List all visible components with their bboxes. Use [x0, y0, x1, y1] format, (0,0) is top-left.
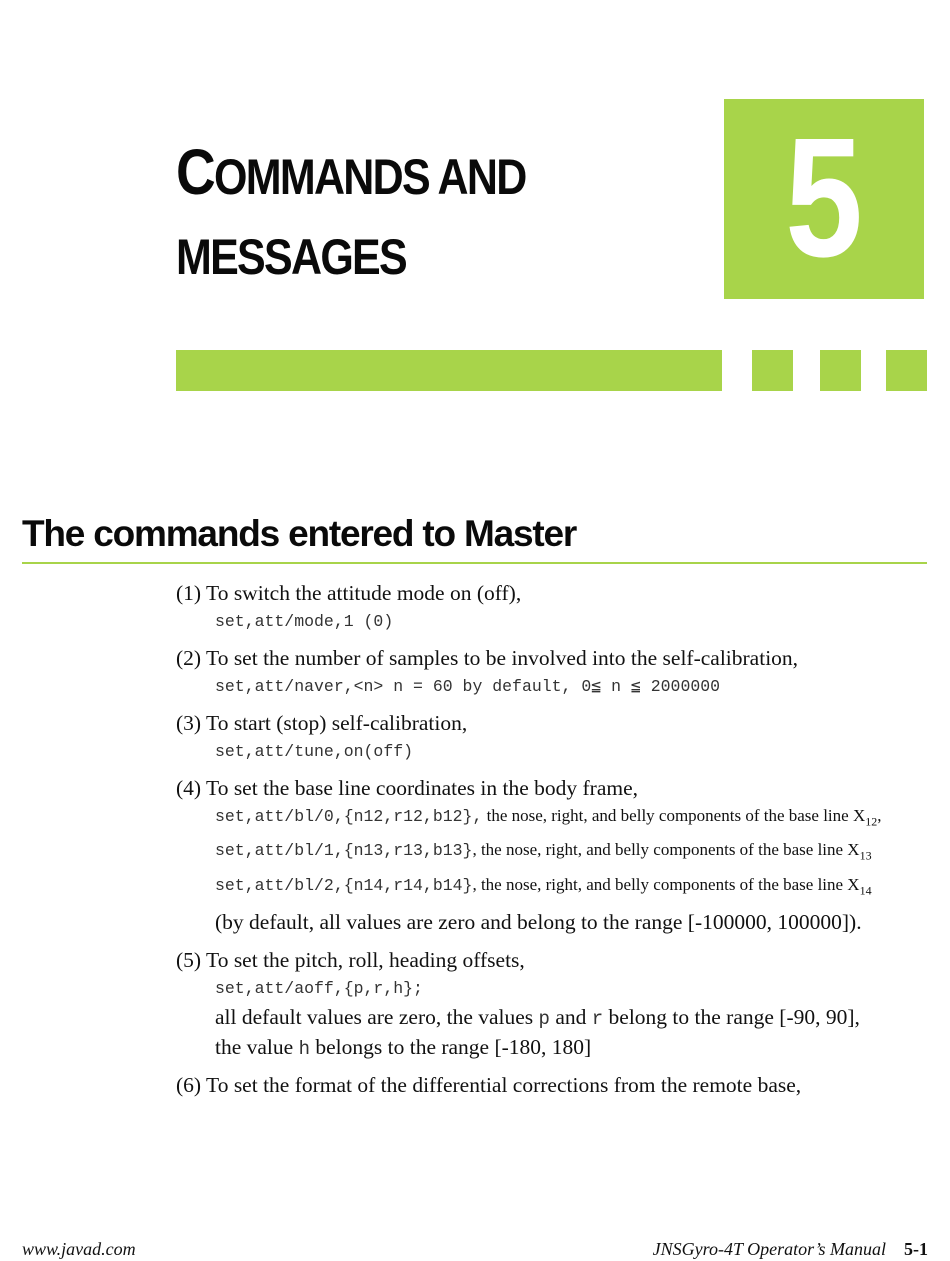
footer-right	[653, 1238, 928, 1260]
chapter-number-box	[724, 99, 924, 299]
note-text: and	[549, 1005, 592, 1030]
command-code: set,att/mode,1 (0)	[215, 612, 394, 631]
page-number: 5-1	[904, 1239, 928, 1259]
command-item-1	[176, 578, 927, 635]
description-text: , the nose, right, and belly components of the base line X	[472, 840, 860, 860]
chapter-title-line1: OMMANDS AND	[214, 149, 526, 205]
inline-code-h: h	[298, 1038, 310, 1061]
offset-range-note	[215, 1002, 927, 1062]
command-item-5	[176, 945, 927, 1062]
item-title: (6) To set the format of the differential corrections from the remote base,	[176, 1073, 802, 1098]
chapter-title-line2: MESSAGES	[176, 229, 406, 285]
description-text: the nose, right, and belly components of the base line X	[482, 806, 866, 825]
item-title: (5) To set the pitch, roll, heading offsets,	[176, 948, 525, 973]
command-item-4	[176, 773, 927, 937]
chapter-title-initial: C	[176, 136, 215, 208]
command-code: set,att/naver,<n> n = 60 by default, 0≦ n ≦ 2000000	[215, 677, 721, 696]
description-end: ,	[877, 806, 882, 825]
note-text: belongs to the range [-180, 180]	[309, 1035, 592, 1060]
note-text: the value	[215, 1035, 299, 1060]
subscript: 12	[865, 814, 878, 829]
footer-website: www.javad.com	[22, 1239, 136, 1259]
baseline-x14-description	[215, 873, 927, 901]
item-title: (1) To switch the attitude mode on (off),	[176, 581, 522, 605]
chapter-number: 5	[785, 103, 863, 293]
section-divider	[22, 562, 927, 564]
chapter-title	[176, 132, 526, 297]
item-title: (4) To set the base line coordinates in the body frame,	[176, 776, 638, 800]
command-item-3	[176, 708, 927, 765]
command-item-6	[176, 1070, 927, 1101]
note-text: belong to the range [-90, 90],	[603, 1005, 860, 1030]
decorative-square-2	[820, 350, 861, 391]
command-code: set,att/bl/0,{n12,r12,b12},	[215, 807, 483, 826]
command-list	[176, 578, 927, 1109]
command-code: set,att/tune,on(off)	[215, 742, 414, 761]
item-title: (3) To start (stop) self-calibration,	[176, 711, 468, 735]
command-code: set,att/aoff,{p,r,h};	[215, 979, 423, 999]
inline-code-r: r	[591, 1008, 604, 1031]
baseline-x12-description	[215, 804, 927, 832]
command-code: set,att/bl/2,{n14,r14,b14}	[215, 875, 473, 895]
decorative-square-3	[886, 350, 927, 391]
command-item-2	[176, 643, 927, 700]
description-text: , the nose, right, and belly components of the base line X	[472, 874, 860, 894]
section-heading: The commands entered to Master	[22, 513, 577, 554]
decorative-bar-long	[176, 350, 722, 391]
decorative-square-1	[752, 350, 793, 391]
baseline-x13-description	[215, 838, 927, 866]
footer-manual-title: JNSGyro-4T Operator’s Manual	[652, 1239, 886, 1259]
inline-code-p: p	[538, 1008, 550, 1031]
subscript: 14	[859, 883, 872, 898]
command-code: set,att/bl/1,{n13,r13,b13}	[215, 841, 473, 861]
item-title: (2) To set the number of samples to be involved into the self-calibration,	[176, 646, 799, 670]
default-range-note: (by default, all values are zero and belong to the range [-100000, 100000]).	[215, 910, 862, 935]
note-text: all default values are zero, the values	[215, 1005, 539, 1030]
subscript: 13	[859, 848, 872, 863]
